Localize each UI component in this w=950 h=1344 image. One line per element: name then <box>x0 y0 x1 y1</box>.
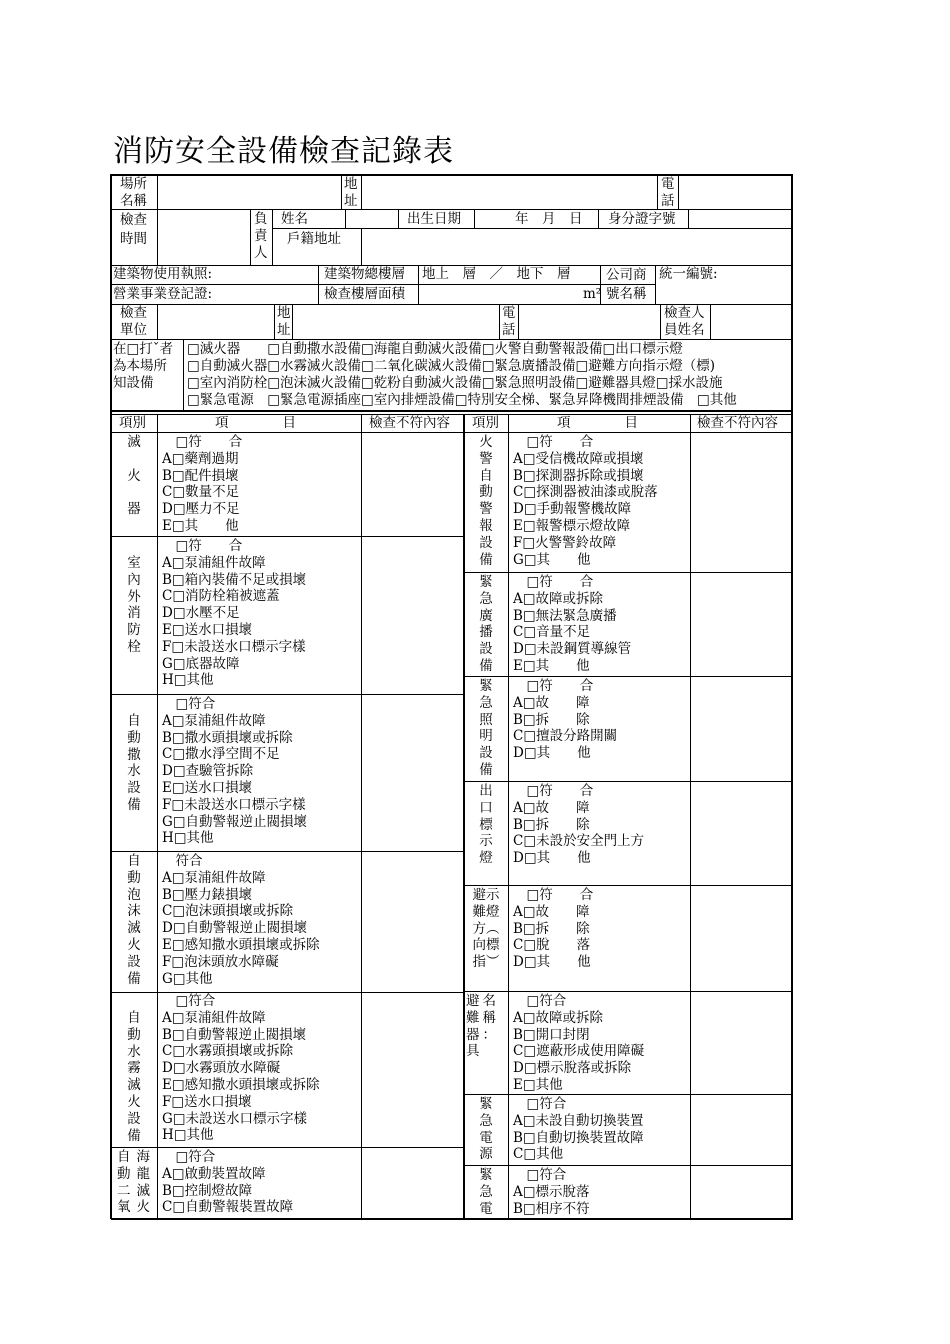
col-header-nonconform-left: 檢查不符內容 <box>369 415 450 431</box>
unit-address-label: 地 址 <box>277 305 291 338</box>
company-name-label: 公司商 號名稱 <box>606 267 647 302</box>
check-item[interactable]: D□水壓不足 <box>162 605 240 622</box>
unit-phone-label: 電 話 <box>502 305 516 338</box>
check-item[interactable]: □符合 <box>162 993 216 1009</box>
floors-value: 地上 層 ／ 地下 層 <box>422 266 571 282</box>
check-item[interactable]: D□壓力不足 <box>162 501 240 518</box>
check-item[interactable]: F□火警警鈴故障 <box>513 534 617 551</box>
check-item[interactable]: G□未設送水口標示字樣 <box>162 1110 308 1127</box>
check-item[interactable]: □符 合 <box>162 538 243 554</box>
col-header-item-right: 項 目 <box>557 415 638 431</box>
check-item[interactable]: B□控制燈故障 <box>162 1182 253 1199</box>
check-item[interactable]: A□藥劑過期 <box>162 450 239 467</box>
check-item[interactable]: G□自動警報逆止閥損壞 <box>162 813 308 830</box>
check-item[interactable]: E□送水口損壞 <box>162 779 253 796</box>
check-item[interactable]: E□感知撒水頭損壞或拆除 <box>162 1076 320 1093</box>
check-item[interactable]: □符 合 <box>513 887 594 903</box>
check-item[interactable]: □符 合 <box>513 434 594 450</box>
check-item[interactable]: H□其他 <box>162 1127 214 1144</box>
col-header-category-left: 項別 <box>119 415 146 431</box>
check-item[interactable]: A□泵浦組件故障 <box>162 554 266 571</box>
check-item[interactable]: B□自動切換裝置故障 <box>513 1129 644 1146</box>
id-number-label: 身分證字號 <box>608 211 676 227</box>
check-item[interactable]: A□受信機故障或損壞 <box>513 450 644 467</box>
check-item[interactable]: C□水霧頭損壞或拆除 <box>162 1043 294 1060</box>
check-item[interactable]: D□標示脫落或拆除 <box>513 1060 632 1077</box>
check-item[interactable]: B□拆 除 <box>513 711 590 728</box>
equipment-line-3: □室內消防栓□泡沫滅火設備□乾粉自動滅火設備□緊急照明設備□避難器具燈□採水設施 <box>187 375 723 391</box>
check-item[interactable]: C□泡沫頭損壞或拆除 <box>162 903 294 920</box>
section-label-emergency-outlet: 緊 急 電 <box>479 1167 493 1217</box>
section-label-halon-co2: 自海 動龍 二滅 氧火 <box>117 1149 156 1216</box>
check-item[interactable]: □符 合 <box>162 434 243 450</box>
section-label-evacuation-equipment: 避名 難稱 器： 具 <box>466 993 499 1060</box>
check-item[interactable]: C□擅設分路開關 <box>513 728 618 745</box>
check-item[interactable]: D□其 他 <box>513 850 591 867</box>
phone-label: 電 話 <box>661 176 675 209</box>
check-item[interactable]: D□查驗管拆除 <box>162 763 254 780</box>
col-header-item-left: 項 目 <box>215 415 296 431</box>
check-item[interactable]: A□泵浦組件故障 <box>162 869 266 886</box>
check-item[interactable]: B□拆 除 <box>513 816 590 833</box>
check-item[interactable]: F□未設送水口標示字樣 <box>162 796 306 813</box>
check-item[interactable]: D□其 他 <box>513 954 591 971</box>
check-item[interactable]: B□壓力錶損壞 <box>162 886 253 903</box>
section-label-direction-sign: 避示 難燈 方︵ 向標 指︶ <box>472 887 500 971</box>
section-label-exit-sign: 出 口 標 示 燈 <box>479 783 493 867</box>
name-label: 姓名 <box>281 211 308 227</box>
section-label-emergency-broadcast: 緊 急 廣 播 設 備 <box>479 574 493 674</box>
check-item[interactable]: E□其他 <box>513 1076 563 1093</box>
items-fire-alarm <box>513 434 658 568</box>
responsible-label: 負 責 人 <box>254 211 268 261</box>
check-item[interactable]: C□脫 落 <box>513 937 591 954</box>
check-item[interactable]: F□泡沫頭放水障礙 <box>162 953 279 970</box>
check-item[interactable]: C□其他 <box>513 1146 564 1163</box>
equipment-line-2: □自動滅火器□水霧滅火設備□二氧化碳滅火設備□緊急廣播設備□避難方向指示燈（標) <box>187 358 716 374</box>
business-registration-label: 營業事業登記證: <box>113 286 213 302</box>
check-item[interactable]: □符 合 <box>513 783 594 799</box>
check-item[interactable]: A□啟動裝置故障 <box>162 1165 266 1182</box>
check-item[interactable]: A□故 障 <box>513 903 590 920</box>
check-item[interactable]: E□其 他 <box>162 517 239 534</box>
area-unit: m² <box>583 286 602 302</box>
household-address-label: 戶籍地址 <box>287 231 341 247</box>
items-foam <box>162 853 320 987</box>
items-exit-sign <box>513 783 644 867</box>
equipment-line-1: □滅火器 □自動撒水設備□海龍自動滅火設備□火警自動警報設備□出口標示燈 <box>187 341 683 357</box>
check-item[interactable]: B□拆 除 <box>513 920 590 937</box>
check-item[interactable]: A□標示脫落 <box>513 1183 590 1200</box>
items-evacuation-equipment <box>513 993 644 1094</box>
check-item[interactable]: H□其他 <box>162 672 214 689</box>
section-label-hydrant: 室 內 外 消 防 栓 <box>127 555 141 655</box>
check-item[interactable]: G□其 他 <box>513 551 591 568</box>
page-title: 消防安全設備檢查記錄表 <box>113 134 454 169</box>
check-item[interactable]: A□故 障 <box>513 694 590 711</box>
check-item[interactable]: □符合 <box>513 1167 567 1183</box>
section-label-emergency-power: 緊 急 電 源 <box>479 1096 493 1163</box>
check-item[interactable]: □符合 <box>162 696 216 712</box>
check-item[interactable]: A□故 障 <box>513 799 590 816</box>
birth-date-ymd: 年 月 日 <box>515 211 583 227</box>
section-label-fire-alarm: 火 警 自 動 警 報 設 備 <box>479 434 493 568</box>
check-item[interactable]: D□水霧頭放水障礙 <box>162 1060 281 1077</box>
check-item[interactable]: □符 合 <box>513 574 594 590</box>
check-item[interactable]: C□消防栓箱被遮蓋 <box>162 588 280 605</box>
items-emergency-power <box>513 1096 644 1163</box>
check-item[interactable]: F□送水口損壞 <box>162 1093 252 1110</box>
check-item[interactable]: F□未設送水口標示字樣 <box>162 638 306 655</box>
check-item[interactable]: A□泵浦組件故障 <box>162 1009 266 1026</box>
check-item[interactable]: A□未設自動切換裝置 <box>513 1112 644 1129</box>
check-item[interactable]: B□探測器拆除或損壞 <box>513 467 644 484</box>
check-item[interactable]: B□相序不符 <box>513 1200 590 1217</box>
check-item[interactable]: C□數量不足 <box>162 484 240 501</box>
section-label-emergency-lighting: 緊 急 照 明 設 備 <box>479 678 493 778</box>
check-item[interactable]: B□箱內裝備不足或損壞 <box>162 571 307 588</box>
items-emergency-outlet <box>513 1167 590 1217</box>
check-item[interactable]: B□無法緊急廣播 <box>513 607 617 624</box>
inspect-area-label: 檢查樓層面積 <box>324 286 405 302</box>
check-item[interactable]: D□其 他 <box>513 745 591 762</box>
items-emergency-broadcast <box>513 574 631 675</box>
check-item[interactable]: 符合 <box>162 853 203 869</box>
items-direction-sign <box>513 887 593 971</box>
check-item[interactable]: C□自動警報裝置故障 <box>162 1199 294 1216</box>
check-item[interactable]: D□手動報警機故障 <box>513 501 632 518</box>
unified-number-label: 統一編號: <box>659 266 718 282</box>
items-water-mist <box>162 993 320 1144</box>
check-item[interactable]: □符合 <box>513 1096 567 1112</box>
equipment-line-4: □緊急電源 □緊急電源插座□室內排煙設備□特別安全梯、緊急昇降機間排煙設備 □其他 <box>187 392 737 408</box>
check-item[interactable]: A□故障或拆除 <box>513 590 604 607</box>
check-item[interactable]: C□音量不足 <box>513 624 591 641</box>
check-item[interactable]: E□送水口損壞 <box>162 621 253 638</box>
equipment-legend-label: 在□打ˇ者 為本場所 知設備 <box>113 341 174 391</box>
building-floors-label: 建築物總樓層 <box>324 266 405 282</box>
items-hydrant <box>162 538 306 689</box>
check-item[interactable]: B□開口封閉 <box>513 1026 590 1043</box>
check-item[interactable]: □符 合 <box>513 678 594 694</box>
check-item[interactable]: E□其 他 <box>513 657 590 674</box>
check-item[interactable]: D□未設鋼質導線管 <box>513 641 632 658</box>
section-label-foam: 自 動 泡 沫 滅 火 設 備 <box>127 853 141 987</box>
items-sprinkler <box>162 696 307 847</box>
check-item[interactable]: D□自動警報逆止閥損壞 <box>162 920 308 937</box>
check-item[interactable]: E□報警標示燈故障 <box>513 517 631 534</box>
check-item[interactable]: E□感知撒水頭損壞或拆除 <box>162 936 320 953</box>
check-item[interactable]: C□撒水淨空間不足 <box>162 746 280 763</box>
check-item[interactable]: G□底器故障 <box>162 655 240 672</box>
items-halon-co2 <box>162 1149 293 1216</box>
inspector-name-label: 檢查人 員姓名 <box>664 305 705 338</box>
birth-date-label: 出生日期 <box>407 211 461 227</box>
place-name-label: 場所 名稱 <box>120 176 147 209</box>
check-item[interactable]: A□故障或拆除 <box>513 1009 604 1026</box>
check-item[interactable]: B□配件損壞 <box>162 467 239 484</box>
check-item[interactable]: C□未設於安全門上方 <box>513 833 645 850</box>
check-item[interactable]: H□其他 <box>162 830 214 847</box>
address-label: 地 址 <box>344 176 358 209</box>
check-item[interactable]: B□撒水頭損壞或拆除 <box>162 729 293 746</box>
col-header-category-right: 項別 <box>472 415 499 431</box>
check-item[interactable]: B□自動警報逆止閥損壞 <box>162 1026 307 1043</box>
check-item[interactable]: A□泵浦組件故障 <box>162 712 266 729</box>
items-emergency-lighting <box>513 678 617 762</box>
section-label-sprinkler: 自 動 撒 水 設 備 <box>127 713 141 813</box>
check-item[interactable]: □符合 <box>513 993 567 1009</box>
section-label-fire-extinguisher: 滅 火 器 <box>127 434 141 518</box>
check-item[interactable]: C□探測器被油漆或脫落 <box>513 484 658 501</box>
building-license-label: 建築物使用執照: <box>113 266 213 282</box>
items-fire-extinguisher <box>162 434 242 535</box>
check-item[interactable]: □符合 <box>162 1149 216 1165</box>
col-header-nonconform-right: 檢查不符內容 <box>697 415 778 431</box>
check-item[interactable]: G□其他 <box>162 970 213 987</box>
inspect-time-label: 檢查 時間 <box>120 212 147 247</box>
inspect-unit-label: 檢查 單位 <box>120 305 147 338</box>
section-label-water-mist: 自 動 水 霧 滅 火 設 備 <box>127 1010 141 1144</box>
check-item[interactable]: C□遮蔽形成使用障礙 <box>513 1043 645 1060</box>
